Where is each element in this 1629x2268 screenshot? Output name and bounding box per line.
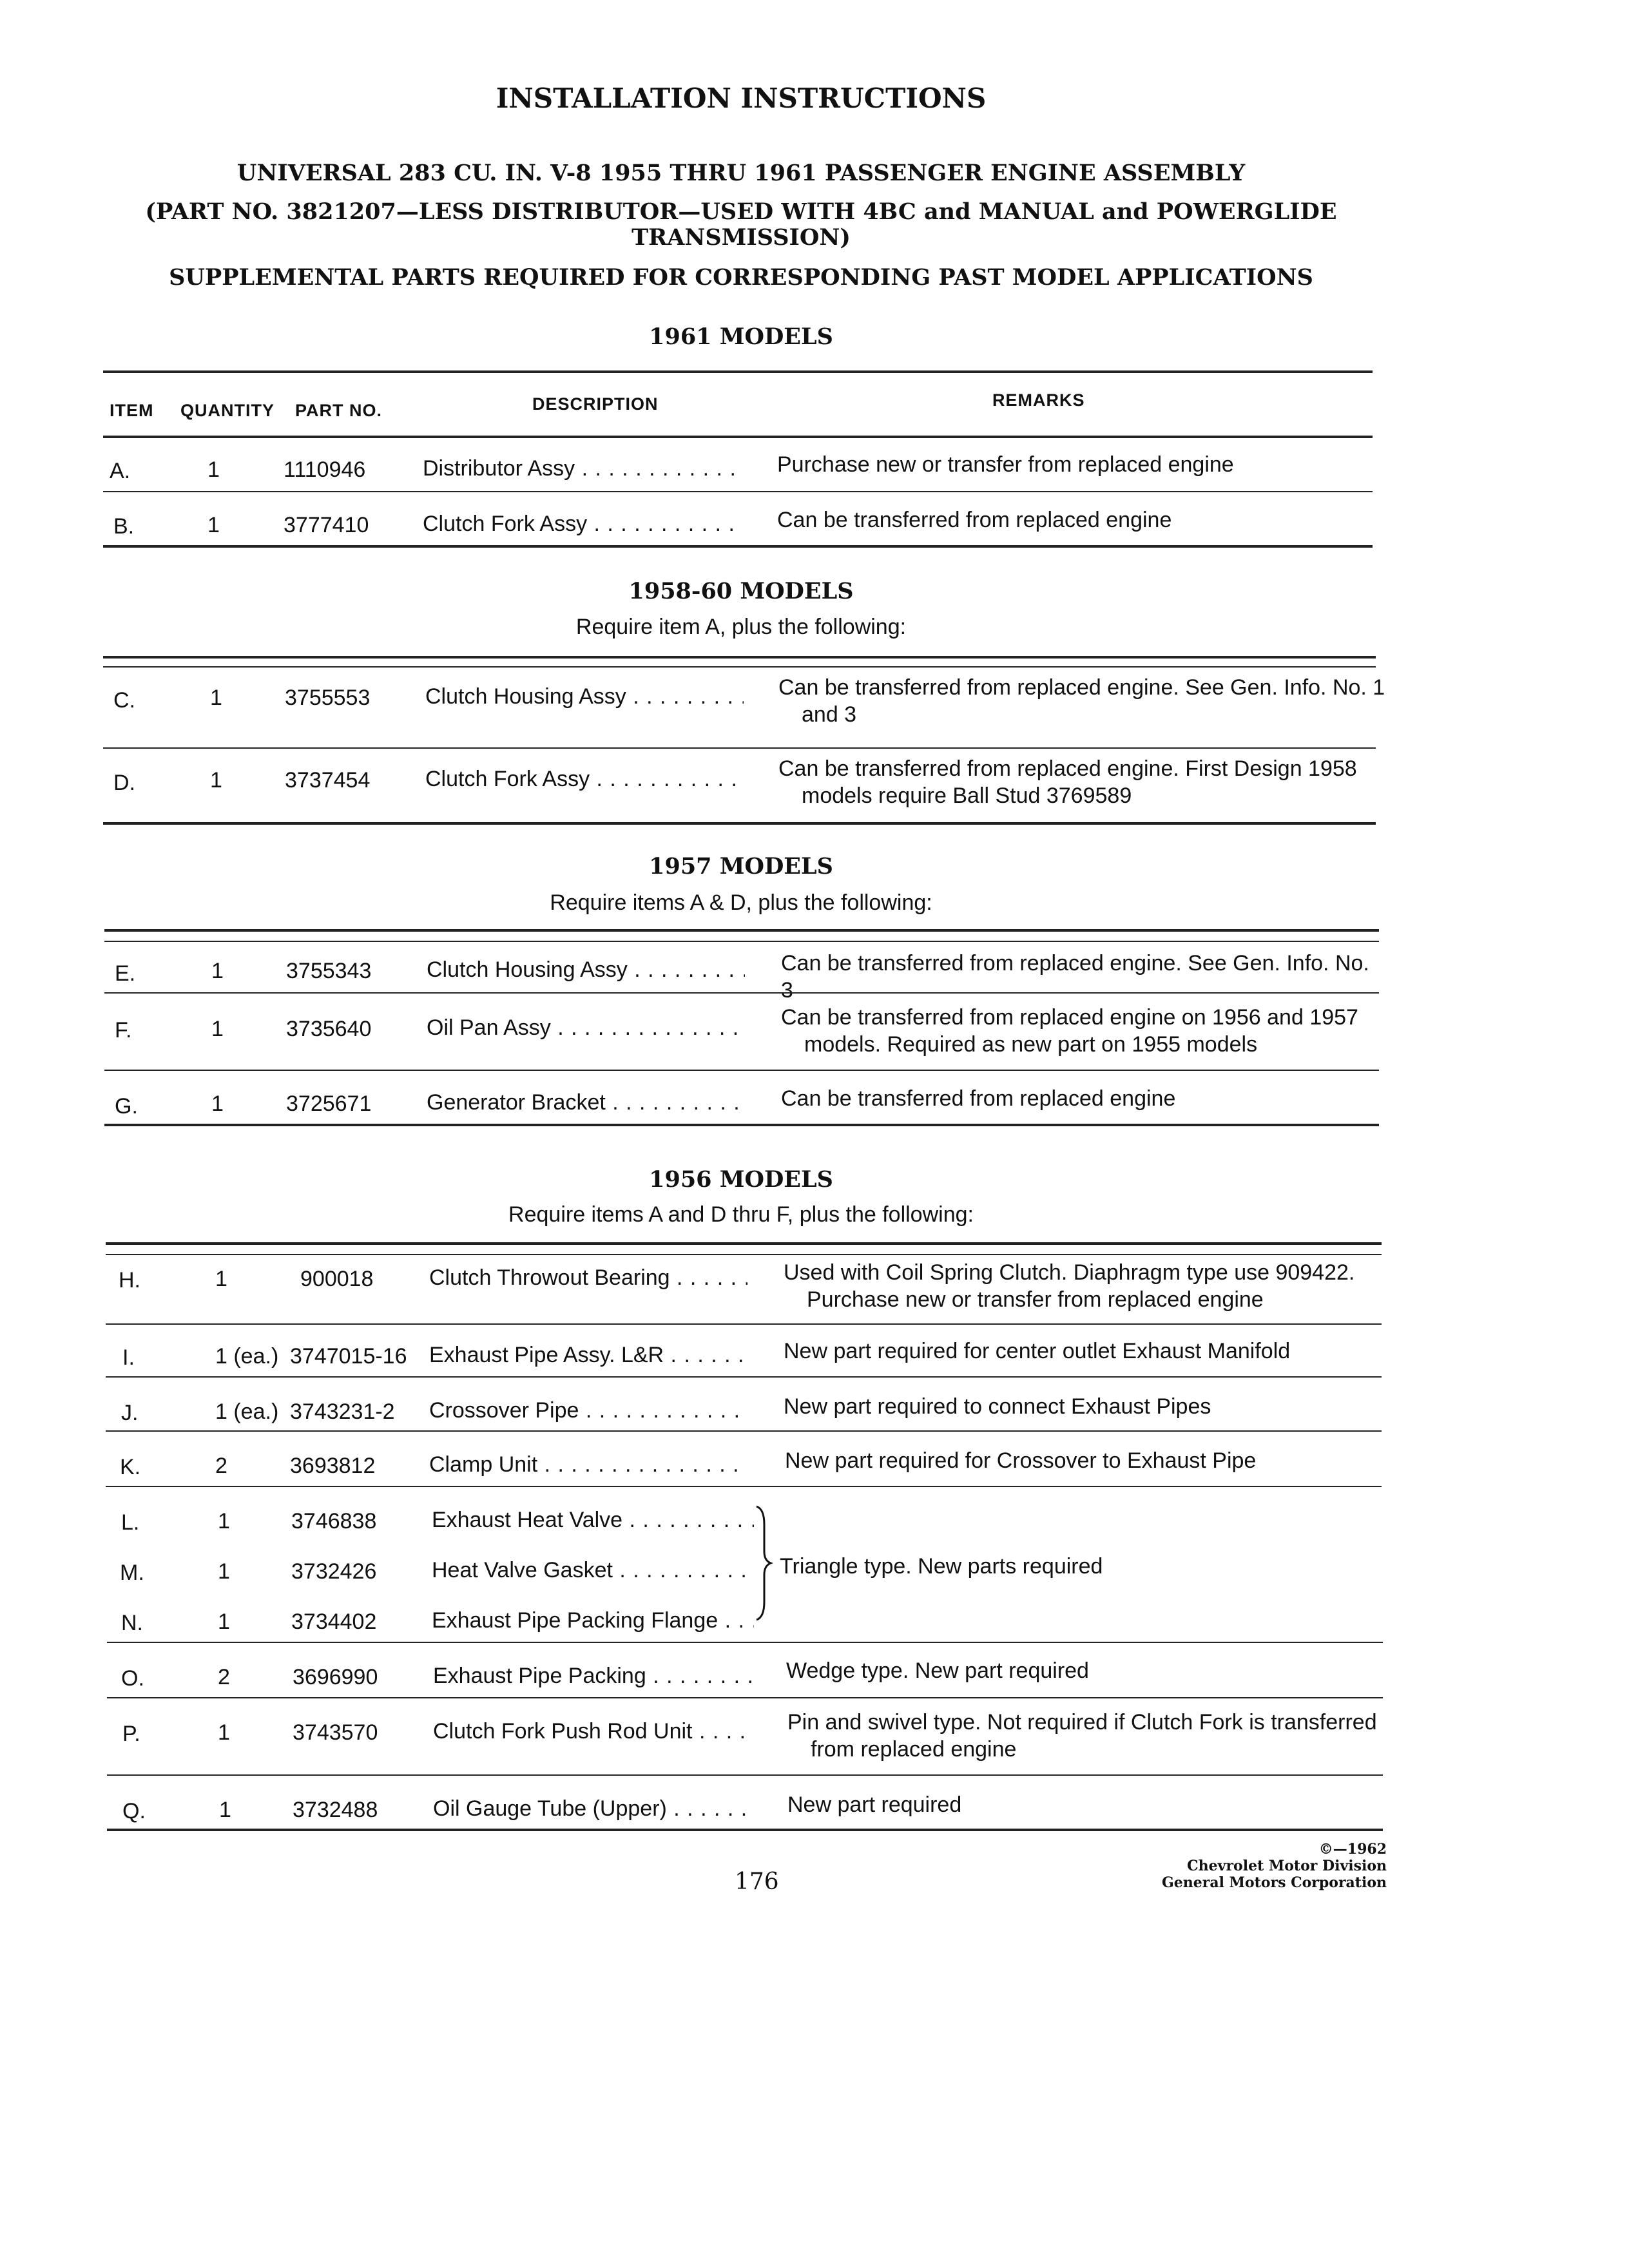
rule xyxy=(103,747,1376,749)
rule xyxy=(106,1486,1382,1487)
item-remarks: New part required for center outlet Exhaust Manifold xyxy=(784,1339,1291,1363)
rule xyxy=(104,929,1379,932)
rule xyxy=(107,1642,1383,1643)
rule xyxy=(103,491,1373,492)
item-part-no: 3734402 xyxy=(291,1610,377,1634)
copyright-line: ©—1962 xyxy=(1318,1841,1387,1858)
item-label: D. xyxy=(113,771,135,795)
rule xyxy=(103,545,1373,548)
item-description: Oil Gauge Tube (Upper) . . . xyxy=(433,1795,751,1822)
rule xyxy=(106,1430,1382,1432)
item-part-no: 900018 xyxy=(300,1267,374,1291)
section-title-1956: 1956 MODELS xyxy=(649,1166,833,1193)
item-remarks: Can be transferred from replaced engine xyxy=(777,508,1172,532)
rule xyxy=(106,1242,1382,1245)
item-label: M. xyxy=(120,1561,144,1585)
section-title-1958-60: 1958-60 MODELS xyxy=(628,578,854,604)
rule xyxy=(104,1070,1379,1071)
col-header-item: ITEM xyxy=(110,401,154,420)
col-header-description: DESCRIPTION xyxy=(532,394,659,414)
item-label: I. xyxy=(122,1345,135,1370)
item-label: K. xyxy=(120,1455,141,1479)
item-remarks: New part required xyxy=(787,1792,962,1817)
col-header-quantity: QUANTITY xyxy=(180,401,275,420)
rule xyxy=(106,1323,1382,1325)
item-description: Clutch Fork Assy . . . xyxy=(425,765,744,793)
rule xyxy=(104,1124,1379,1126)
page-title: INSTALLATION INSTRUCTIONS xyxy=(496,82,987,114)
item-label: O. xyxy=(121,1666,144,1691)
item-part-no: 3735640 xyxy=(286,1017,372,1041)
rule xyxy=(107,1697,1383,1698)
item-label: F. xyxy=(115,1018,132,1043)
item-label: L. xyxy=(121,1510,140,1535)
item-remarks: Purchase new or transfer from replaced engine xyxy=(777,452,1234,477)
item-part-no: 3725671 xyxy=(286,1091,372,1116)
item-remarks: Used with Coil Spring Clutch. Diaphragm type use 909422. Purchase new or transfer from replaced engine xyxy=(784,1260,1355,1312)
col-header-part-no: PART NO. xyxy=(295,401,382,420)
item-label: E. xyxy=(115,961,136,986)
item-description: Crossover Pipe . . . xyxy=(429,1397,747,1424)
publisher-corporation: General Motors Corporation xyxy=(1161,1874,1387,1891)
item-quantity: 2 xyxy=(218,1665,230,1689)
item-part-no: 3732488 xyxy=(293,1798,378,1822)
item-description: Exhaust Pipe Packing . . . xyxy=(433,1662,751,1689)
rule xyxy=(107,1829,1383,1831)
item-description: Clutch Throwout Bearing . . . xyxy=(429,1264,747,1291)
item-description: Clamp Unit . . . xyxy=(429,1451,747,1478)
item-quantity: 1 xyxy=(207,513,220,537)
item-quantity: 1 xyxy=(218,1509,230,1533)
item-description: Oil Pan Assy . . . xyxy=(427,1014,745,1041)
item-part-no: 3755343 xyxy=(286,959,372,983)
item-quantity: 1 xyxy=(218,1610,230,1634)
rule xyxy=(103,822,1376,825)
item-remarks: Can be transferred from replaced engine xyxy=(781,1086,1176,1111)
item-quantity: 1 xyxy=(211,1091,224,1116)
item-part-no: 3755553 xyxy=(285,686,371,710)
rule xyxy=(103,656,1376,658)
item-quantity: 1 xyxy=(211,959,224,983)
page-number: 176 xyxy=(735,1869,779,1895)
item-description: Generator Bracket . . . xyxy=(427,1089,745,1116)
item-description: Clutch Fork Assy . . . xyxy=(423,510,741,537)
subtitle-engine: UNIVERSAL 283 CU. IN. V-8 1955 THRU 1961 PASSENGER ENGINE ASSEMBLY xyxy=(236,160,1246,186)
item-remarks: Wedge type. New part required xyxy=(786,1658,1089,1683)
item-part-no: 3737454 xyxy=(285,768,371,793)
item-remarks: Can be transferred from replaced engine. First Design 1958 models require Ball Stud 3769589 xyxy=(778,756,1357,808)
item-label: A. xyxy=(110,459,131,483)
item-label: B. xyxy=(113,514,135,539)
item-label: G. xyxy=(115,1094,138,1119)
subtitle-part-line1: (PART NO. 3821207—LESS DISTRIBUTOR—USED WITH 4BC and MANUAL and POWERGLIDE xyxy=(145,198,1337,225)
item-part-no: 3777410 xyxy=(284,513,369,537)
section-note-1958-60: Require item A, plus the following: xyxy=(575,615,907,639)
rule xyxy=(106,1254,1382,1255)
item-label: P. xyxy=(122,1722,140,1746)
item-quantity: 1 (ea.) xyxy=(215,1344,279,1369)
item-quantity: 1 xyxy=(218,1720,230,1745)
item-quantity: 2 xyxy=(215,1454,227,1478)
item-quantity: 1 (ea.) xyxy=(215,1399,279,1424)
section-title-1961: 1961 MODELS xyxy=(649,323,833,350)
rule xyxy=(107,1774,1383,1776)
item-part-no: 3732426 xyxy=(291,1559,377,1584)
item-description: Exhaust Heat Valve . . . xyxy=(432,1506,754,1533)
item-quantity: 1 xyxy=(219,1798,231,1822)
item-description: Clutch Housing Assy . . . xyxy=(425,683,744,710)
item-quantity: 1 xyxy=(210,686,222,710)
item-part-no: 3696990 xyxy=(293,1665,378,1689)
group-remarks-lmn: Triangle type. New parts required xyxy=(780,1554,1103,1579)
item-part-no: 3747015-16 xyxy=(290,1344,407,1369)
item-remarks: New part required for Crossover to Exhaust Pipe xyxy=(785,1448,1257,1473)
item-quantity: 1 xyxy=(210,768,222,793)
item-remarks: Pin and swivel type. Not required if Clutch Fork is transferred from replaced engine xyxy=(787,1710,1377,1762)
item-description: Exhaust Pipe Packing Flange . . . xyxy=(432,1607,754,1634)
item-remarks: Can be transferred from replaced engine. See Gen. Info. No. 1 and 3 xyxy=(778,675,1385,727)
publisher-division: Chevrolet Motor Division xyxy=(1187,1858,1387,1874)
item-part-no: 3743570 xyxy=(293,1720,378,1745)
col-header-remarks: REMARKS xyxy=(992,390,1085,410)
rule xyxy=(103,370,1373,373)
item-description: Heat Valve Gasket . . . xyxy=(432,1557,754,1584)
subtitle-supplemental: SUPPLEMENTAL PARTS REQUIRED FOR CORRESPONDING PAST MODEL APPLICATIONS xyxy=(169,264,1313,291)
item-quantity: 1 xyxy=(215,1267,227,1291)
item-quantity: 1 xyxy=(207,457,220,482)
item-remarks: Can be transferred from replaced engine. See Gen. Info. No. 3 xyxy=(781,951,1369,1003)
rule xyxy=(104,992,1379,994)
section-note-1957: Require items A & D, plus the following: xyxy=(550,890,932,915)
section-note-1956: Require items A and D thru F, plus the following: xyxy=(508,1202,974,1227)
section-title-1957: 1957 MODELS xyxy=(649,853,833,879)
rule xyxy=(104,941,1379,942)
item-label: Q. xyxy=(122,1799,146,1823)
item-label: H. xyxy=(119,1268,140,1293)
item-description: Clutch Housing Assy . . . xyxy=(427,956,745,983)
item-label: N. xyxy=(121,1611,143,1635)
item-description: Clutch Fork Push Rod Unit . . . xyxy=(433,1718,751,1745)
item-remarks: Can be transferred from replaced engine on 1956 and 1957 models. Required as new part on 1955 models xyxy=(781,1005,1358,1057)
item-description: Exhaust Pipe Assy. L&R . . . xyxy=(429,1341,747,1369)
rule xyxy=(103,666,1376,668)
item-part-no: 1110946 xyxy=(284,457,366,482)
item-label: C. xyxy=(113,688,135,713)
item-part-no: 3746838 xyxy=(291,1509,377,1533)
item-description: Distributor Assy . . . xyxy=(423,455,741,482)
subtitle-part-line2: TRANSMISSION) xyxy=(631,224,851,251)
item-part-no: 3743231-2 xyxy=(290,1399,395,1424)
rule xyxy=(103,436,1373,438)
item-quantity: 1 xyxy=(218,1559,230,1584)
item-part-no: 3693812 xyxy=(290,1454,376,1478)
item-remarks: New part required to connect Exhaust Pipes xyxy=(784,1394,1211,1419)
rule xyxy=(106,1376,1382,1378)
group-brace-icon xyxy=(754,1505,773,1621)
item-quantity: 1 xyxy=(211,1017,224,1041)
item-label: J. xyxy=(121,1401,139,1425)
